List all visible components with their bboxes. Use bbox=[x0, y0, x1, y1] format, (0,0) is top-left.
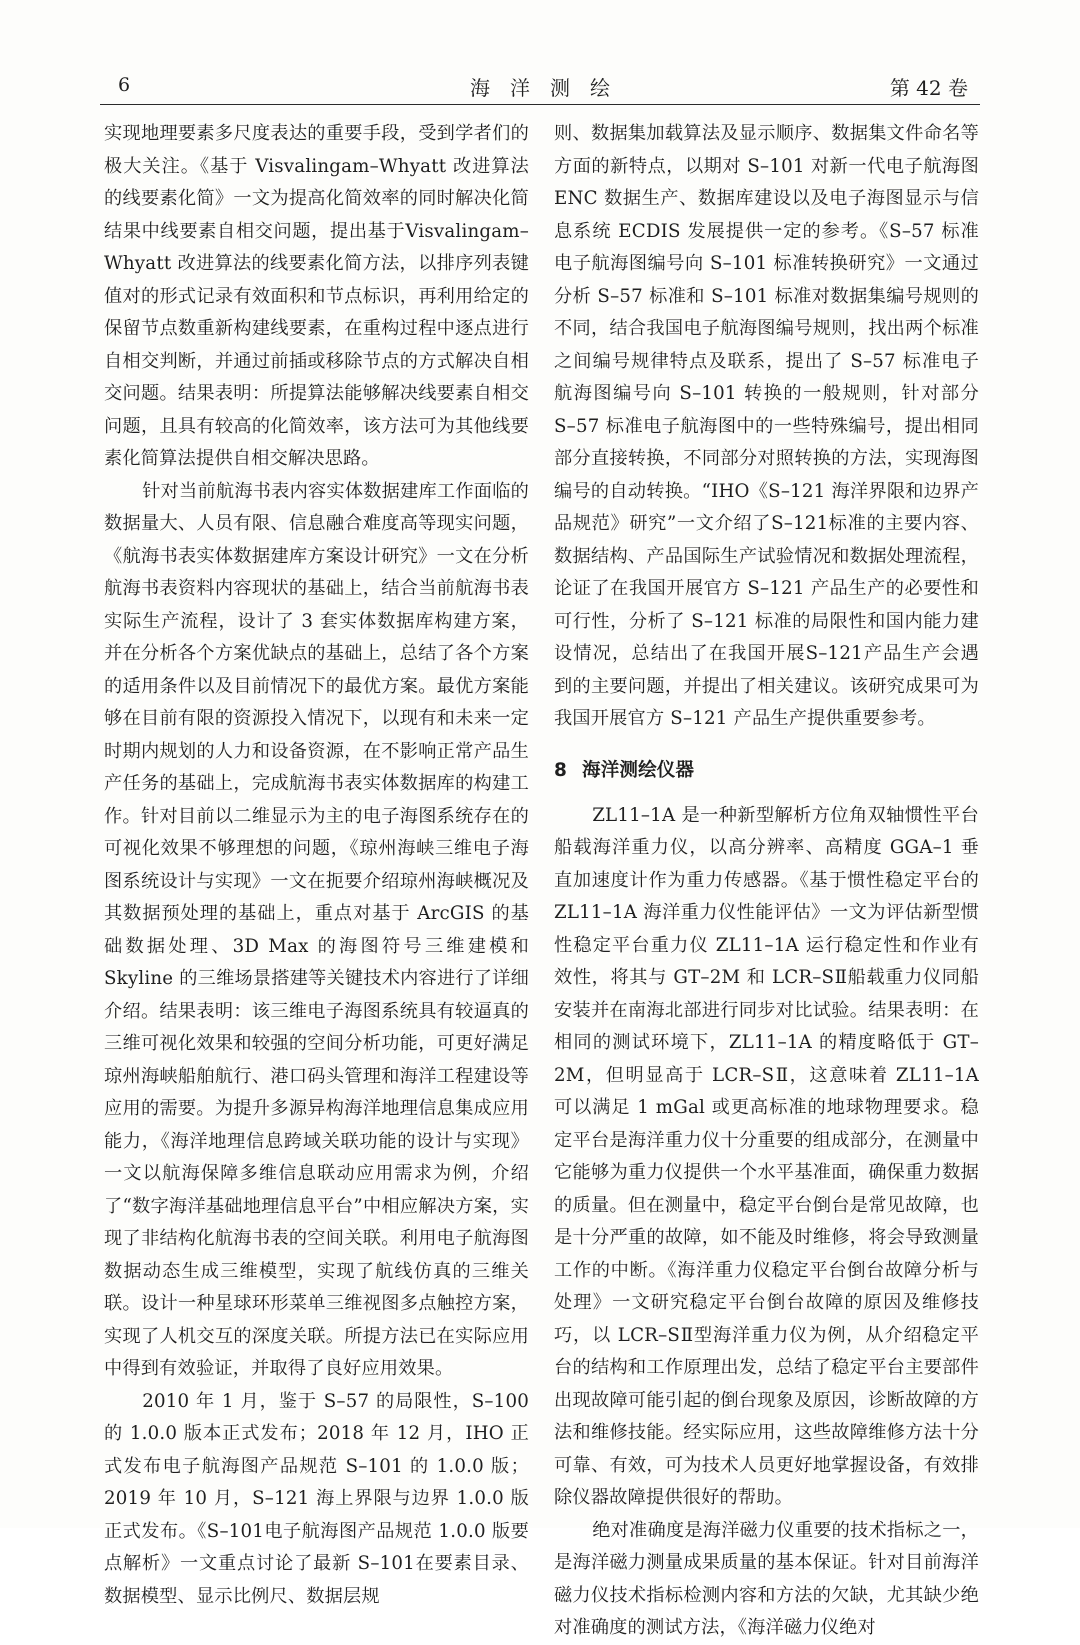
left-column bbox=[104, 118, 529, 1613]
section-heading bbox=[554, 756, 979, 786]
paragraph: 绝对准确度是海洋磁力仪重要的技术指标之一，是海洋磁力测量成果质量的基本保证。针对目前海洋磁力仪技术指标检测内容和方法的欠缺，尤其缺少绝对准确度的测试方法，《海洋磁力仪绝对 bbox=[554, 1519, 979, 1638]
paragraph: ZL11–1A 是一种新型解析方位角双轴惯性平台船载海洋重力仪，以高分辨率、高精度 GGA–1 垂直加速度计作为重力传感器。《基于惯性稳定平台的 ZL11–1A 海洋重力仪性能评估》一文为评估新型惯性稳定平台重力仪 ZL11–1A 运行稳定性和作业有效性，将其与 GT–2M 和 LCR–SⅡ船载重力仪同船安装并在南海北部进行同步对比试验。结果表明：在相同的测试环境下，ZL11–1A 的精度略低于 GT–2M，但明显高于 LCR–SⅡ，这意味着 ZL11–1A 可以满足 1 mGal 或更高标准的地球物理要求。稳定平台是海洋重力仪十分重要的组成部分，在测量中它能够为重力仪提供一个水平基准面，确保重力数据的质量。但在测量中，稳定平台倒台是常见故障，也是十分严重的故障，如不能及时维修，将会导致测量工作的中断。《海洋重力仪稳定平台倒台故障分析与处理》一文研究稳定平台倒台故障的原因及维修技巧，以 LCR–SⅡ型海洋重力仪为例，从介绍稳定平台的结构和工作原理出发，总结了稳定平台主要部件出现故障可能引起的倒台现象及原因，诊断故障的方法和维修技能。经实际应用，这些故障维修方法十分可靠、有效，可为技术人员更好地掌握设备，有效排除仪器故障提供很好的帮助。 bbox=[554, 804, 979, 1508]
page-number: 6 bbox=[118, 74, 131, 96]
paragraph: 针对当前航海书表内容实体数据建库工作面临的数据量大、人员有限、信息融合难度高等现实问题，《航海书表实体数据建库方案设计研究》一文在分析航海书表资料内容现状的基础上，结合当前航海书表实际生产流程，设计了 3 套实体数据库构建方案，并在分析各个方案优缺点的基础上，总结了各个方案的适用条件以及目前情况下的最优方案。最优方案能够在目前有限的资源投入情况下，以现有和未来一定时期内规划的人力和设备资源，在不影响正常产品生产任务的基础上，完成航海书表实体数据库的构建工作。针对目前以二维显示为主的电子海图系统存在的可视化效果不够理想的问题，《琼州海峡三维电子海图系统设计与实现》一文在扼要介绍琼州海峡概况及其数据预处理的基础上，重点对基于 ArcGIS 的基础数据处理、3D Max 的海图符号三维建模和 Skyline 的三维场景搭建等关键技术内容进行了详细介绍。结果表明：该三维电子海图系统具有较逼真的三维可视化效果和较强的空间分析功能，可更好满足琼州海峡船舶航行、港口码头管理和海洋工程建设等应用的需要。为提升多源异构海洋地理信息集成应用能力，《海洋地理信息跨域关联功能的设计与实现》一文以航海保障多维信息联动应用需求为例，介绍了“数字海洋基础地理信息平台”中相应解决方案，实现了非结构化航海书表的空间关联。利用电子航海图数据动态生成三维模型，实现了航线仿真的三维关联。设计一种星球环形菜单三维视图多点触控方案，实现了人机交互的深度关联。所提方法已在实际应用中得到有效验证，并取得了良好应用效果。 bbox=[104, 480, 529, 1379]
running-header bbox=[100, 62, 980, 105]
paragraph: 实现地理要素多尺度表达的重要手段，受到学者们的极大关注。《基于 Visvalingam–Whyatt 改进算法的线要素化简》一文为提高化简效率的同时解决化简结果中线要素自相交问题，提出基于Visvalingam–Whyatt 改进算法的线要素化简方法，以排序列表键值对的形式记录有效面积和节点标识，再利用给定的保留节点数重新构建线要素，在重构过程中逐点进行自相交判断，并通过前插或移除节点的方式解决自相交问题。结果表明：所提算法能够解决线要素自相交问题，且具有较高的化简效率，该方法可为其他线要素化简算法提供自相交解决思路。 bbox=[104, 123, 529, 469]
paragraph: 2010 年 1 月，鉴于 S–57 的局限性，S–100 的 1.0.0 版本正式发布；2018 年 12 月，IHO 正式发布电子航海图产品规范 S–101 的 1.0.0 版；2019 年 10 月，S–121 海上界限与边界 1.0.0 版正式发布。《S–101电子航海图产品规范 1.0.0 版要点解析》一文重点讨论了最新 S–101在要素目录、数据模型、显示比例尺、数据层规 bbox=[104, 1390, 529, 1607]
paragraph-continuation: 则、数据集加载算法及显示顺序、数据集文件命名等方面的新特点，以期对 S–101 对新一代电子航海图 ENC 数据生产、数据库建设以及电子海图显示与信息系统 ECDIS 发展提供一定的参考。《S–57 标准电子航海图编号向 S–101 标准转换研究》一文通过分析 S–57 标准和 S–101 标准对数据集编号规则的不同，结合我国电子航海图编号规则，找出两个标准之间编号规律特点及联系，提出了 S–57 标准电子航海图编号向 S–101 转换的一般规则，针对部分 S–57 标准电子航海图中的一些特殊编号，提出相同部分直接转换，不同部分对照转换的方法，实现海图编号的自动转换。“IHO《S–121 海洋界限和边界产品规范》研究”一文介绍了S–121标准的主要内容、数据结构、产品国际生产试验情况和数据处理流程，论证了在我国开展官方 S–121 产品生产的必要性和可行性，分析了 S–121 标准的局限性和国内能力建设情况，总结出了在我国开展S–121产品生产会遇到的主要问题，并提出了相关建议。该研究成果可为我国开展官方 S–121 产品生产提供重要参考。 bbox=[554, 123, 979, 729]
right-column bbox=[554, 118, 979, 1645]
section-number: 8 bbox=[554, 759, 568, 781]
volume-label: 第 42 卷 bbox=[889, 76, 968, 100]
section-title: 海洋测绘仪器 bbox=[582, 759, 695, 781]
journal-title: 海洋测绘 bbox=[470, 76, 630, 100]
